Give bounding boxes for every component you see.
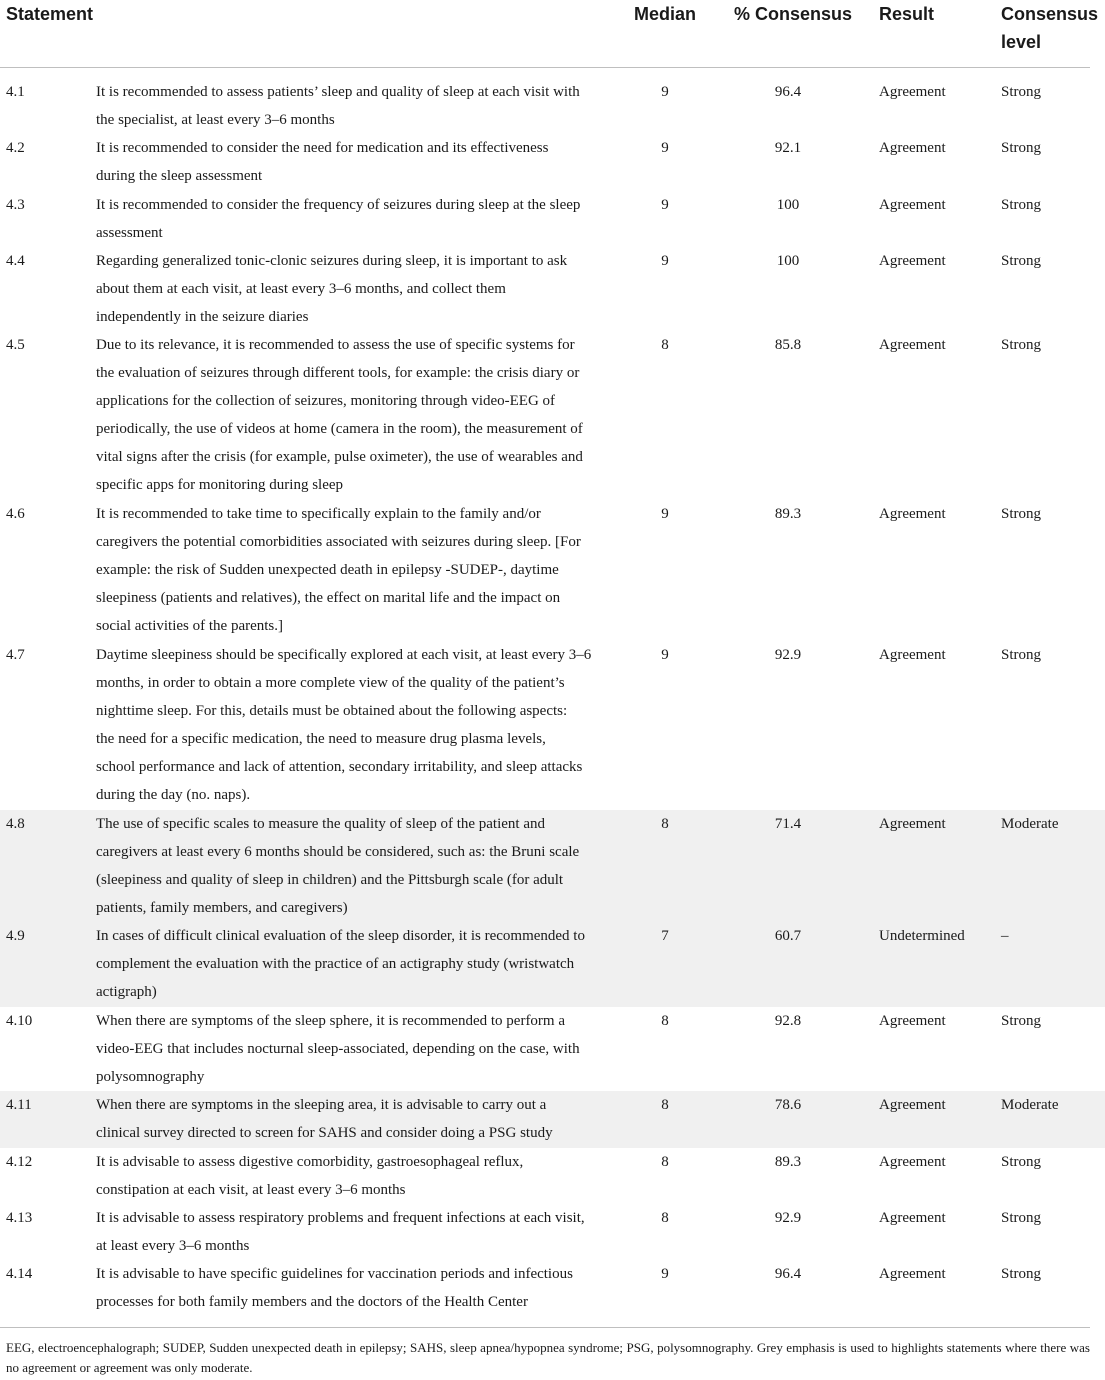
statement-text: [96, 331, 616, 499]
statement-line: constipation at each visit, at least every 3–6 months: [96, 1181, 406, 1198]
header-result: Result: [879, 4, 935, 24]
table-row: [0, 1148, 1105, 1204]
statement-line: It is recommended to consider the frequency of seizures during sleep at the sleep: [96, 196, 581, 213]
median-value: 9: [661, 506, 669, 523]
consensus-percent: 78.6: [774, 1097, 802, 1114]
statement-number: 4.7: [6, 646, 25, 663]
consensus-percent: 100: [776, 196, 800, 213]
consensus-percent: 100: [776, 252, 800, 269]
consensus-level-value: Strong: [1001, 1266, 1042, 1283]
statement-line: video-EEG that includes nocturnal sleep-associated, depending on the case, with: [96, 1040, 580, 1057]
consensus-percent: 96.4: [774, 1266, 802, 1283]
consensus-percent: 89.3: [774, 506, 802, 523]
header-divider: [0, 67, 1090, 68]
table-header: [0, 0, 1105, 68]
table-row: [0, 247, 1105, 331]
consensus-percent: 92.9: [774, 1209, 802, 1226]
result-value: Agreement: [879, 815, 946, 832]
consensus-percent: 92.8: [774, 1012, 802, 1029]
consensus-percent: 85.8: [774, 337, 802, 354]
statement-line: Regarding generalized tonic-clonic seizures during sleep, it is important to ask: [96, 252, 568, 269]
statement-line: processes for both family members and the doctors of the Health Center: [96, 1294, 528, 1311]
statement-line: In cases of difficult clinical evaluation of the sleep disorder, it is recommended to: [96, 928, 585, 945]
header-median: Median: [634, 4, 697, 24]
median-value: 9: [661, 1266, 669, 1283]
statement-line: (sleepiness and quality of sleep in children) and the Pittsburgh scale (for adult: [96, 871, 564, 888]
result-value: Agreement: [879, 252, 946, 269]
result-value: Agreement: [879, 1097, 946, 1114]
statement-number: 4.12: [6, 1153, 33, 1170]
statement-text: [96, 134, 616, 190]
footnote-divider: [0, 1327, 1090, 1328]
header-statement: Statement: [6, 4, 94, 24]
statement-line: school performance and lack of attention, secondary irritability, and sleep attacks: [96, 758, 583, 775]
table-row: [0, 500, 1105, 641]
statement-number: 4.2: [6, 140, 25, 157]
consensus-level-value: Strong: [1001, 646, 1042, 663]
consensus-percent: 71.4: [774, 815, 802, 832]
median-value: 9: [661, 196, 669, 213]
statement-line: The use of specific scales to measure the quality of sleep of the patient and: [96, 815, 546, 832]
statement-line: vital signs after the crisis (for example, pulse oximeter), the use of wearables and: [96, 449, 583, 466]
result-value: Agreement: [879, 1012, 946, 1029]
statement-line: polysomnography: [96, 1068, 205, 1085]
consensus-percent: 60.7: [774, 928, 802, 945]
result-value: Undetermined: [879, 928, 965, 945]
median-value: 8: [661, 1012, 669, 1029]
statement-line: It is advisable to have specific guidelines for vaccination periods and infectious: [96, 1266, 573, 1283]
statement-line: patients, family members, and caregivers): [96, 899, 348, 916]
result-value: Agreement: [879, 506, 946, 523]
table-row: [0, 78, 1105, 134]
table-row: [0, 1260, 1105, 1316]
statement-number: 4.11: [6, 1097, 32, 1114]
statement-text: [96, 247, 616, 331]
statement-number: 4.4: [6, 252, 25, 269]
statement-text: [96, 1091, 616, 1147]
header-consensus: % Consensus: [734, 4, 853, 24]
consensus-level-value: Strong: [1001, 140, 1042, 157]
statement-number: 4.10: [6, 1012, 33, 1029]
statement-number: 4.1: [6, 84, 25, 100]
median-value: 8: [661, 337, 669, 354]
table-row: [0, 134, 1105, 190]
median-value: 9: [661, 84, 669, 100]
consensus-level-value: Strong: [1001, 506, 1042, 523]
statement-text: [96, 191, 616, 247]
statement-line: nighttime sleep. For this, details must be obtained about the following aspects:: [96, 702, 568, 719]
statement-line: It is advisable to assess digestive comorbidity, gastroesophageal reflux,: [96, 1153, 524, 1170]
consensus-level-value: Strong: [1001, 1153, 1042, 1170]
header-level-line2: level: [1001, 32, 1042, 52]
statement-line: Daytime sleepiness should be specifically explored at each visit, at least every 3–6: [96, 646, 592, 663]
result-value: Agreement: [879, 84, 946, 100]
statement-line: social activities of the parents.]: [96, 618, 284, 635]
consensus-level-value: Moderate: [1001, 1097, 1059, 1114]
table-row: [0, 191, 1105, 247]
statement-line: months, in order to obtain a more complete view of the quality of the patient’s: [96, 674, 565, 691]
table-row: [0, 1091, 1105, 1147]
statement-line: complement the evaluation with the practice of an actigraphy study (wristwatch: [96, 956, 575, 973]
statement-line: periodically, the use of videos at home (camera in the room), the measurement of: [96, 421, 583, 438]
statement-line: When there are symptoms in the sleeping area, it is advisable to carry out a: [96, 1097, 547, 1114]
consensus-percent: 96.4: [774, 84, 802, 100]
statement-text: [96, 1204, 616, 1260]
statement-line: caregivers at least every 6 months should be considered, such as: the Bruni scale: [96, 843, 580, 860]
median-value: 8: [661, 815, 669, 832]
table-row: [0, 331, 1105, 500]
statement-text: [96, 1007, 616, 1091]
table-row: [0, 810, 1105, 923]
statement-number: 4.13: [6, 1209, 33, 1226]
statement-number: 4.8: [6, 815, 25, 832]
statement-number: 4.6: [6, 506, 25, 523]
consensus-percent: 92.1: [774, 140, 802, 157]
consensus-level-value: Strong: [1001, 84, 1042, 100]
statement-number: 4.9: [6, 928, 25, 945]
statement-text: [96, 1148, 616, 1204]
statement-line: specific apps for monitoring during sleep: [96, 477, 344, 494]
statement-text: [96, 922, 616, 1006]
statement-line: the specialist, at least every 3–6 months: [96, 112, 335, 128]
result-value: Agreement: [879, 337, 946, 354]
table-row: [0, 1007, 1105, 1091]
statement-number: 4.5: [6, 337, 25, 354]
consensus-percent: 92.9: [774, 646, 802, 663]
statement-line: independently in the seizure diaries: [96, 308, 309, 325]
statement-line: applications for the collection of seizures, monitoring through video-EEG of: [96, 393, 556, 410]
statement-line: sleepiness (patients and relatives), the effect on marital life and the impact on: [96, 590, 561, 607]
median-value: 9: [661, 140, 669, 157]
median-value: 8: [661, 1209, 669, 1226]
table-row: [0, 922, 1105, 1006]
statement-text: [96, 500, 616, 640]
consensus-level-value: Strong: [1001, 196, 1042, 213]
statement-line: example: the risk of Sudden unexpected death in epilepsy -SUDEP-, daytime: [96, 562, 559, 579]
result-value: Agreement: [879, 196, 946, 213]
median-value: 9: [661, 646, 669, 663]
median-value: 8: [661, 1097, 669, 1114]
statement-line: during the day (no. naps).: [96, 786, 251, 803]
statement-number: 4.14: [6, 1266, 33, 1283]
statement-number: 4.3: [6, 196, 25, 213]
statement-text: [96, 1260, 616, 1316]
table-row: [0, 641, 1105, 810]
result-value: Agreement: [879, 1209, 946, 1226]
table-footnote: EEG, electroencephalograph; SUDEP, Sudden unexpected death in epilepsy; SAHS, sleep apnea/hypopnea syndrome; PSG, polysomnography. Grey emphasis is used to highlights statements where there was no agreement or agreement was only moderate.: [6, 1340, 1090, 1375]
header-consensus-level: [1001, 0, 1098, 56]
consensus-level-value: Moderate: [1001, 815, 1059, 832]
statement-line: It is advisable to assess respiratory problems and frequent infections at each visit,: [96, 1209, 585, 1226]
median-value: 9: [661, 252, 669, 269]
result-value: Agreement: [879, 646, 946, 663]
consensus-percent: 89.3: [774, 1153, 802, 1170]
consensus-level-value: Strong: [1001, 252, 1042, 269]
statement-line: at least every 3–6 months: [96, 1237, 250, 1254]
statement-line: the evaluation of seizures through different tools, for example: the crisis diary or: [96, 365, 580, 382]
statement-line: It is recommended to take time to specifically explain to the family and/or: [96, 506, 541, 523]
statement-line: clinical survey directed to screen for SAHS and consider doing a PSG study: [96, 1125, 553, 1142]
statement-line: caregivers the potential comorbidities associated with seizures during sleep. [For: [96, 534, 581, 551]
header-level-line1: Consensus: [1001, 4, 1099, 24]
statement-text: [96, 810, 616, 922]
statement-line: Due to its relevance, it is recommended to assess the use of specific systems for: [96, 337, 575, 354]
statement-line: the need for a specific medication, the need to measure drug plasma levels,: [96, 730, 546, 747]
consensus-level-value: Strong: [1001, 337, 1042, 354]
consensus-level-value: –: [1001, 928, 1009, 945]
table-body: [0, 78, 1105, 1317]
median-value: 8: [661, 1153, 669, 1170]
result-value: Agreement: [879, 1266, 946, 1283]
statement-text: [96, 78, 616, 134]
statement-text: [96, 641, 616, 809]
result-value: Agreement: [879, 1153, 946, 1170]
statement-line: It is recommended to assess patients’ sleep and quality of sleep at each visit with: [96, 84, 580, 100]
statement-line: during the sleep assessment: [96, 168, 263, 185]
statement-line: When there are symptoms of the sleep sphere, it is recommended to perform a: [96, 1012, 566, 1029]
statement-line: It is recommended to consider the need for medication and its effectiveness: [96, 140, 549, 157]
statement-line: actigraph): [96, 984, 157, 1001]
result-value: Agreement: [879, 140, 946, 157]
statement-line: assessment: [96, 224, 163, 241]
consensus-level-value: Strong: [1001, 1209, 1042, 1226]
table-row: [0, 1204, 1105, 1260]
consensus-level-value: Strong: [1001, 1012, 1042, 1029]
statement-line: about them at each visit, at least every 3–6 months, and collect them: [96, 280, 506, 297]
median-value: 7: [661, 928, 669, 945]
